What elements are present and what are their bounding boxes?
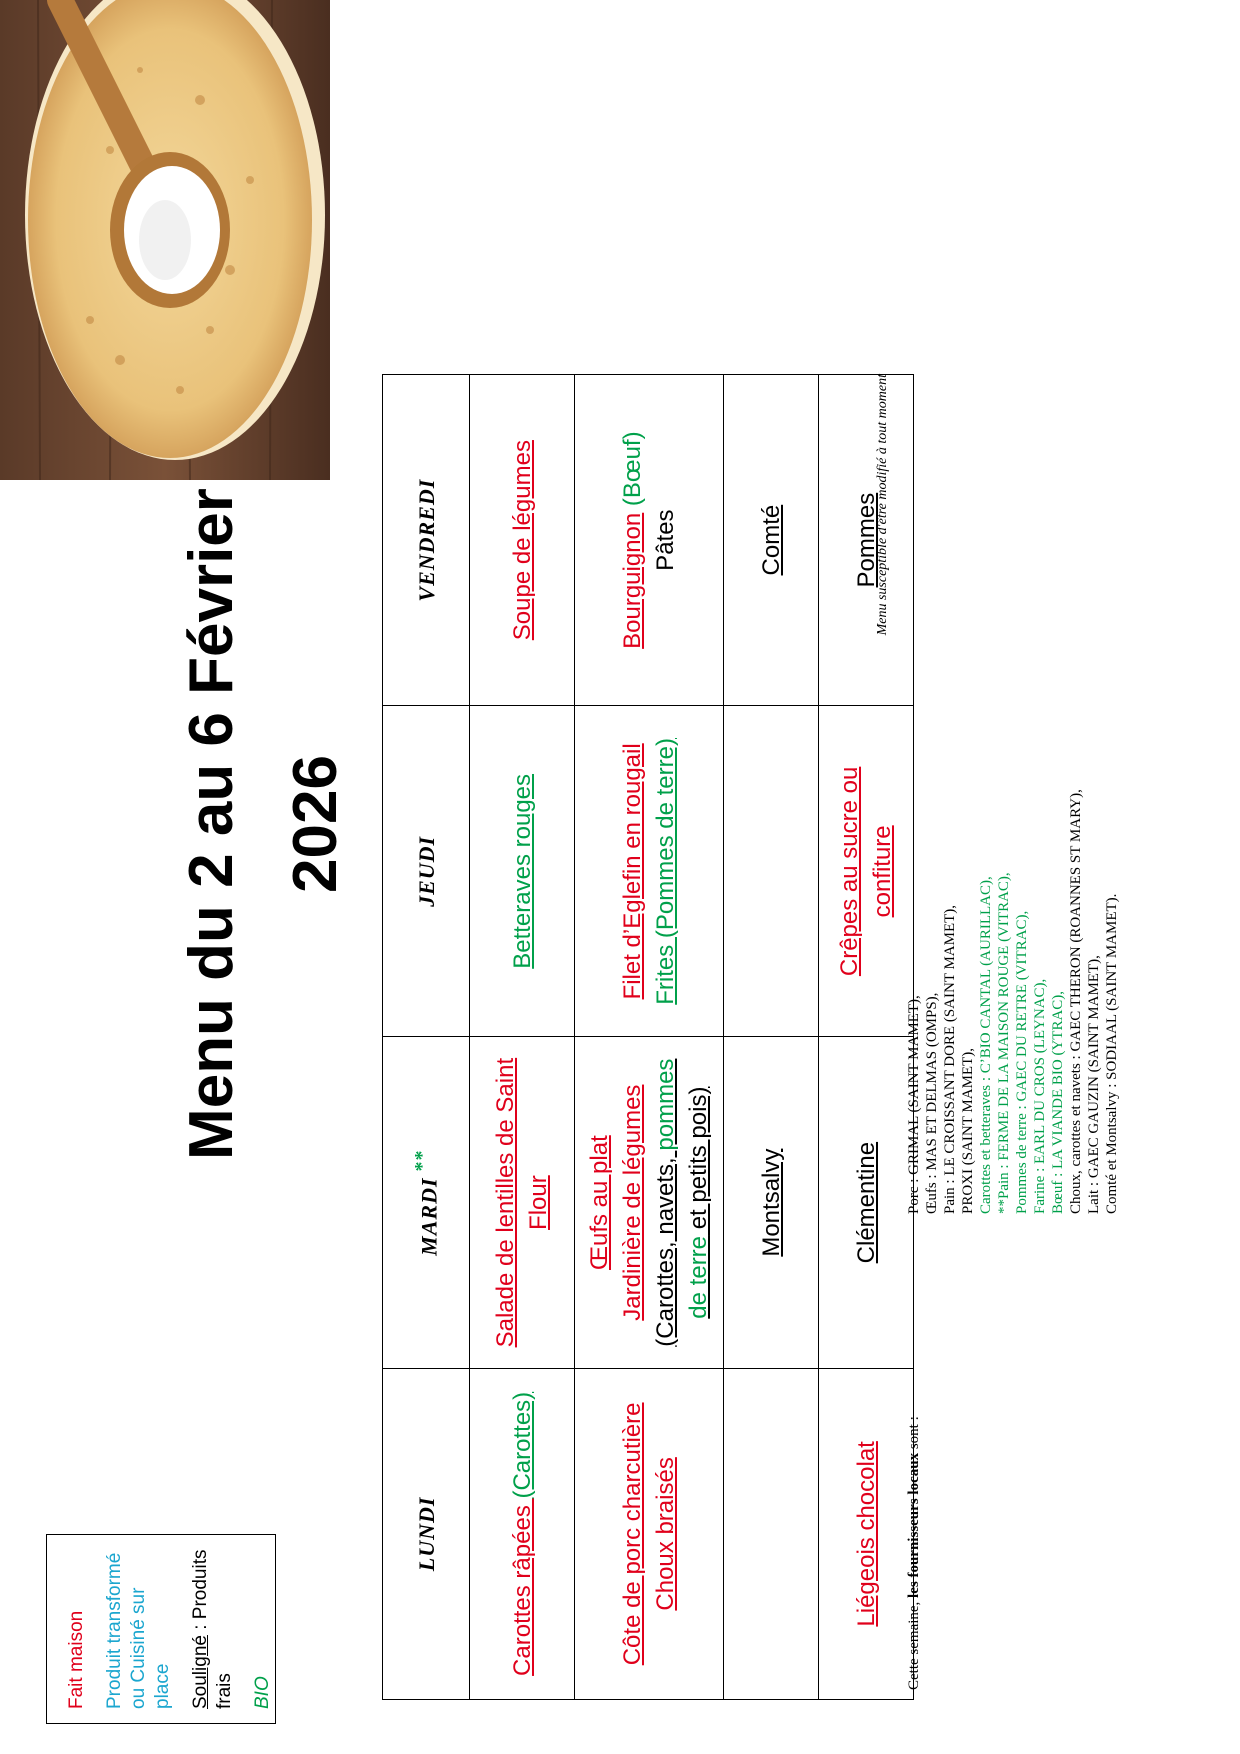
supplier-line: PROXI (SAINT MAMET), (960, 1048, 976, 1214)
table-header-row (383, 375, 470, 1700)
supplier-line: Pommes de terre : GAEC DU RETRE (VITRAC), (1014, 910, 1030, 1214)
cell-mardi-entree (470, 1037, 575, 1368)
table-row-entree (470, 375, 575, 1700)
table-row-fromage (724, 375, 819, 1700)
title-line-2: 2026 (281, 755, 350, 893)
cell-mardi-fromage (724, 1037, 819, 1368)
dish-liegeois: Liégeois chocolat (852, 1441, 880, 1627)
dish-choux-braises: Choux braisés (652, 1457, 679, 1611)
dish-jardiniere: Jardinière de légumes (619, 1084, 646, 1321)
supplier-line: Œufs : MAS ET DELMAS (OMPS), (924, 992, 940, 1214)
supplier-line: Pain : LE CROISSANT DORE (SAINT MAMET), (942, 904, 958, 1214)
day-label-lundi: LUNDI (413, 1496, 439, 1572)
legend-fait-maison: Fait maison (66, 1610, 87, 1709)
supplier-line: Comté et Montsalvy : SODIAAL (SAINT MAMET). (1104, 893, 1120, 1214)
dish-montsalvy: Montsalvy (757, 1148, 785, 1257)
suppliers-intro-a: Cette semaine, (906, 1597, 922, 1690)
cell-mardi-plat (575, 1037, 724, 1368)
cell-lundi-entree (470, 1368, 575, 1699)
suppliers-intro (906, 1416, 923, 1690)
dish-salade-lentilles: Salade de lentilles de Saint Flour (492, 1057, 552, 1348)
cell-vendredi-dessert (819, 375, 914, 706)
day-label-jeudi: JEUDI (413, 835, 439, 907)
crepes-photo (0, 0, 330, 480)
dish-clementine: Clémentine (852, 1141, 880, 1264)
day-label-vendredi: VENDREDI (413, 478, 439, 602)
suppliers-intro-c: sont : (906, 1416, 922, 1453)
cell-vendredi-fromage (724, 375, 819, 706)
dish-pates: Pâtes (652, 509, 679, 571)
dish-jardiniere-pommes-bio: pommes de terre (652, 1058, 712, 1319)
supplier-line: Farine : EARL DU CROS (LEYNAC), (1032, 978, 1048, 1214)
legend-produit-transforme: Produit transformé ou Cuisiné sur place (104, 1552, 173, 1709)
legend-bio: BIO (252, 1676, 273, 1709)
dish-boeuf-bio: (Bœuf) (619, 431, 646, 513)
suppliers-list (905, 514, 1121, 1214)
dish-soupe: Soupe de légumes (508, 440, 536, 641)
table-row-dessert (819, 375, 914, 1700)
dish-carottes-rapees: Carottes râpées (508, 1498, 536, 1676)
menu-disclaimer: Menu susceptible d'être modifié à tout moment (875, 374, 890, 636)
cell-vendredi-plat (575, 375, 724, 706)
dish-carottes-bio: (Carottes) (508, 1391, 536, 1499)
dish-pommes: Pommes (852, 492, 880, 588)
cell-vendredi-entree (470, 375, 575, 706)
dish-jardiniere-part-1: (Carottes, navets, (652, 1150, 679, 1347)
menu-table (382, 374, 914, 1700)
dish-betteraves: Betteraves rouges (508, 773, 536, 969)
legend-souligne-value: : Produits frais (190, 1549, 235, 1709)
dish-crepes: Crêpes au sucre ou confiture (836, 766, 896, 977)
legend-souligne-label: Souligné (190, 1635, 211, 1709)
day-header-vendredi (383, 375, 470, 706)
cell-lundi-plat (575, 1368, 724, 1699)
day-header-mardi (383, 1037, 470, 1368)
cell-mardi-dessert (819, 1037, 914, 1368)
supplier-line: Porc : GRIMAL (SAINT MAMET), (906, 995, 922, 1214)
legend-souligne (189, 1549, 237, 1709)
bio-bread-stars: ** (411, 1149, 434, 1172)
dish-jardiniere-details (649, 1050, 715, 1356)
cell-jeudi-entree (470, 706, 575, 1037)
dish-bourguignon: Bourguignon (619, 512, 646, 649)
crepes-with-sugar-photo (0, 0, 330, 480)
dish-oeufs: Œufs au plat (586, 1135, 613, 1270)
supplier-line: Choux, carottes et navets : GAEC THERON (ROANNES ST MARY), (1068, 789, 1084, 1214)
dish-comte: Comté (757, 504, 785, 576)
day-label-mardi: MARDI (416, 1177, 442, 1256)
table-row-plat (575, 375, 724, 1700)
dish-cote-porc: Côte de porc charcutière (619, 1402, 646, 1666)
cell-jeudi-fromage (724, 706, 819, 1037)
day-header-lundi (383, 1368, 470, 1699)
dish-eglefin: Filet d’Eglefin en rougail (619, 743, 646, 1000)
title-line-1: Menu du 2 au 6 Février (177, 488, 246, 1160)
day-header-jeudi (383, 706, 470, 1037)
cell-lundi-dessert (819, 1368, 914, 1699)
supplier-line: **Pain : FERME DE LA MAISON ROUGE (VITRAC), (996, 872, 1012, 1214)
dish-jardiniere-part-3: et petits pois) (685, 1086, 712, 1236)
supplier-line: Bœuf : LA VIANDE BIO (YTRAC), (1050, 990, 1066, 1214)
dish-frites: Frites (Pommes de terre) (652, 738, 679, 1005)
legend-box (46, 1534, 276, 1724)
supplier-line: Carottes et betteraves : C’BIO CANTAL (AURILLAC), (978, 876, 994, 1214)
page-title (160, 394, 368, 1254)
cell-lundi-fromage (724, 1368, 819, 1699)
cell-jeudi-dessert (819, 706, 914, 1037)
supplier-line: Lait : GAEC GAUZIN (SAINT MAMET), (1086, 955, 1102, 1214)
cell-jeudi-plat (575, 706, 724, 1037)
suppliers-intro-bold: les fournisseurs locaux (906, 1452, 922, 1598)
